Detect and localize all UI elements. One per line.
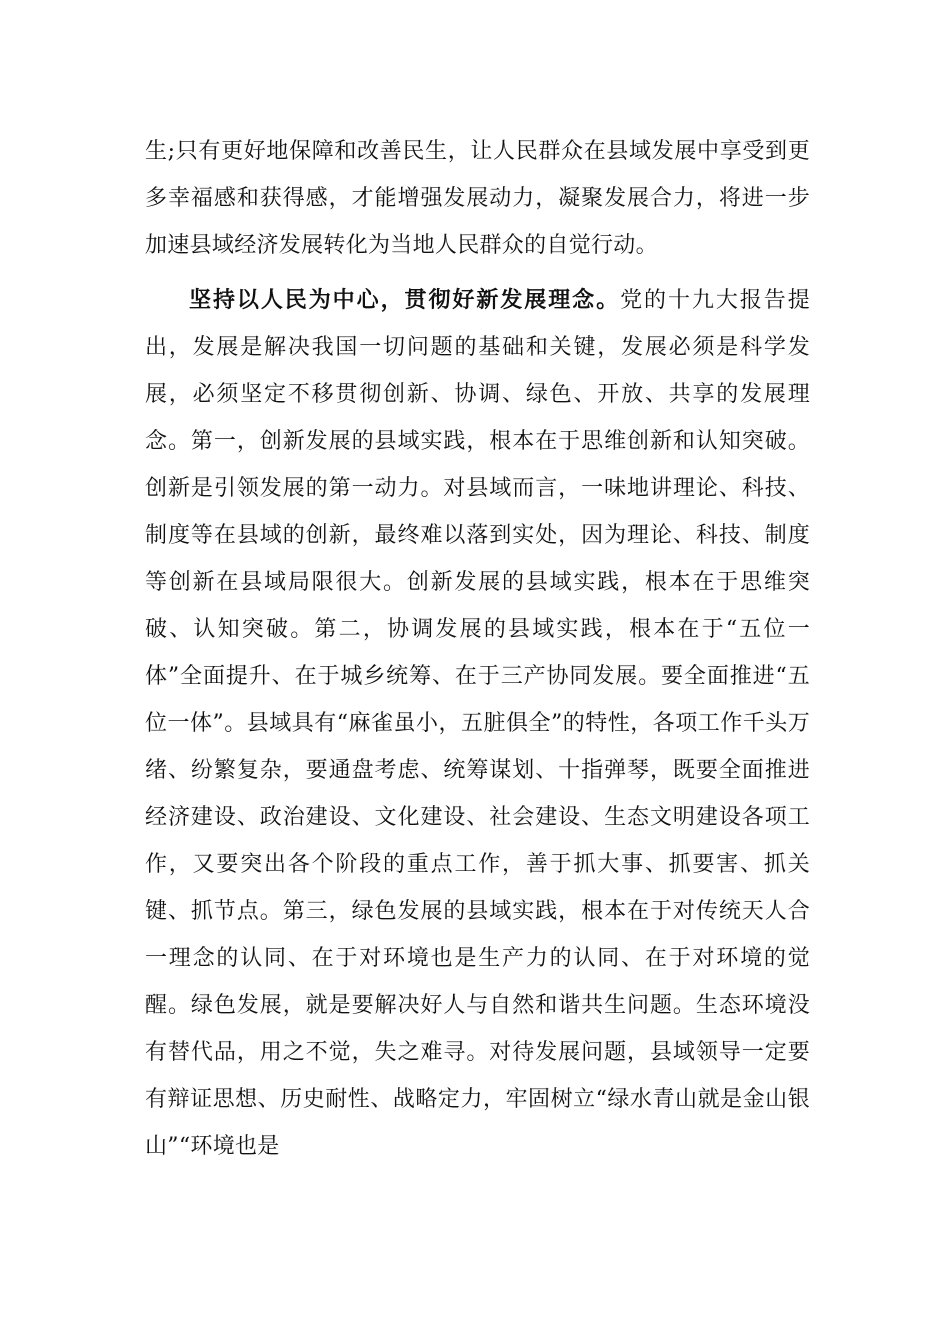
paragraph-1 (145, 128, 810, 269)
paragraph-2-lead-heading: 坚持以人民为中心，贯彻好新发展理念。 (189, 288, 621, 313)
paragraph-2 (145, 277, 810, 1170)
paragraph-2-text: 党的十九大报告提出，发展是解决我国一切问题的基础和关键，发展必须是科学发展，必须坚定不移贯彻创新、协调、绿色、开放、共享的发展理念。第一，创新发展的县域实践，根本在于思维创新和认知突破。创新是引领发展的第一动力。对县域而言，一味地讲理论、科技、制度等在县域的创新，最终难以落到实处，因为理论、科技、制度等创新在县域局限很大。创新发展的县域实践，根本在于思维突破、认知突破。第二，协调发展的县域实践，根本在于“五位一体”全面提升、在于城乡统筹、在于三产协同发展。要全面推进“五位一体”。县域具有“麻雀虽小，五脏俱全”的特性，各项工作千头万绪、纷繁复杂，要通盘考虑、统筹谋划、十指弹琴，既要全面推进经济建设、政治建设、文化建设、社会建设、生态文明建设各项工作，又要突出各个阶段的重点工作，善于抓大事、抓要害、抓关键、抓节点。第三，绿色发展的县域实践，根本在于对传统天人合一理念的认同、在于对环境也是生产力的认同、在于对环境的觉醒。绿色发展，就是要解决好人与自然和谐共生问题。生态环境没有替代品，用之不觉，失之难寻。对待发展问题，县域领导一定要有辩证思想、历史耐性、战略定力，牢固树立“绿水青山就是金山银山”“环境也是 (145, 288, 810, 1159)
paragraph-1-text: 生;只有更好地保障和改善民生，让人民群众在县域发展中享受到更多幸福感和获得感，才能增强发展动力，凝聚发展合力，将进一步加速县域经济发展转化为当地人民群众的自觉行动。 (145, 139, 810, 258)
